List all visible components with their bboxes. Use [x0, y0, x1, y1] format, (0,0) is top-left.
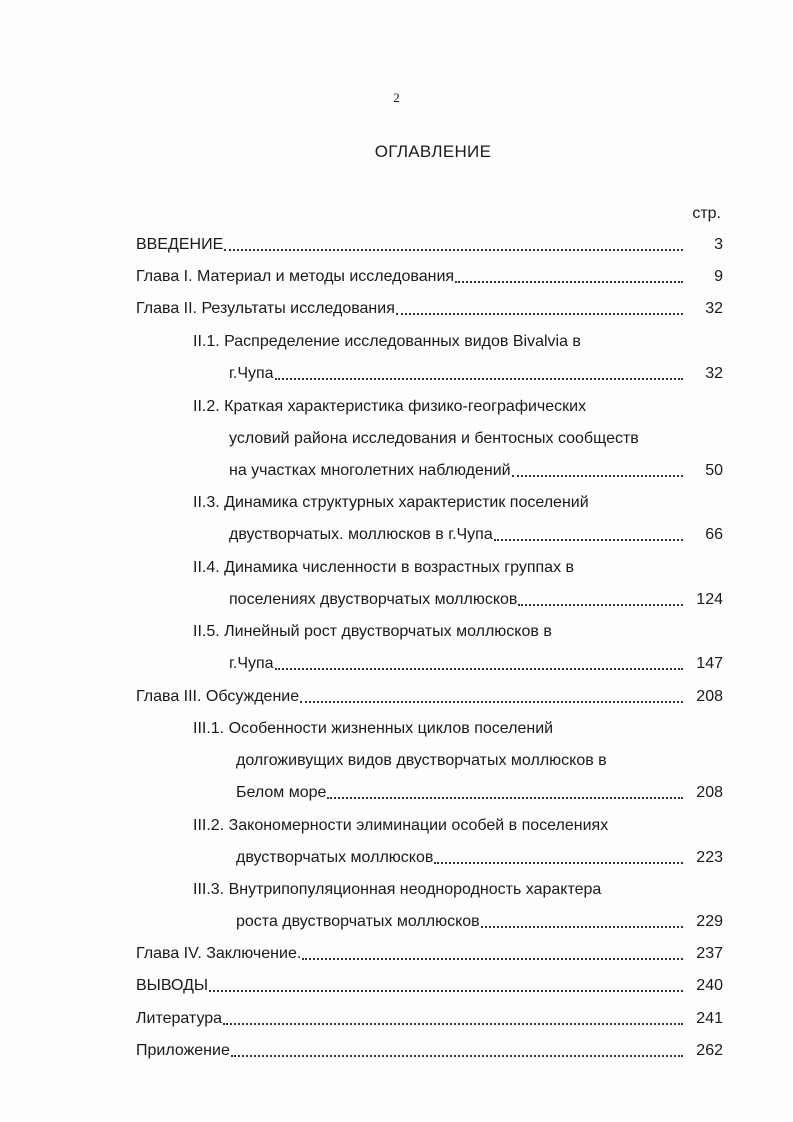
toc-entry-chapter-2 [136, 298, 723, 320]
toc-page-number: 237 [696, 945, 723, 962]
page-column-label: стр. [692, 205, 721, 222]
toc-entry-text: двустворчатых моллюсков [236, 849, 434, 866]
dot-leader [481, 925, 683, 928]
toc-entry-section-2-5 [193, 621, 723, 643]
dot-leader [209, 989, 683, 992]
toc-page-number: 3 [714, 236, 723, 253]
toc-entry-text: Глава I. Материал и методы исследования [136, 268, 455, 285]
toc-entry-text: II.2. Краткая характеристика физико-географических [193, 398, 587, 415]
toc-entry-text: III.3. Внутрипопуляционная неоднородность характера [193, 881, 602, 898]
toc-entry-section-2-1-cont [229, 363, 723, 385]
toc-entry-section-3-2-cont [236, 847, 723, 869]
dot-leader [275, 667, 683, 670]
toc-entry-section-2-4-cont [229, 589, 723, 611]
toc-entry-text: II.4. Динамика численности в возрастных группах в [193, 559, 575, 576]
dot-leader [223, 1022, 683, 1025]
toc-page-number: 147 [696, 655, 723, 672]
dot-leader [396, 312, 683, 315]
toc-entry-section-3-1 [193, 718, 723, 740]
toc-entry-chapter-3 [136, 686, 723, 708]
toc-entry-text: Литература [136, 1010, 223, 1027]
toc-entry-section-2-4 [193, 557, 723, 579]
toc-entry-text: г.Чупа [229, 655, 274, 672]
dot-leader [518, 603, 683, 606]
toc-entry-section-3-1-cont [236, 750, 723, 772]
toc-entry-text: г.Чупа [229, 365, 274, 382]
toc-entry-text: III.1. Особенности жизненных циклов поселений [193, 720, 554, 737]
dot-leader [494, 538, 683, 541]
toc-title: ОГЛАВЛЕНИЕ [374, 142, 492, 161]
toc-page-number: 240 [696, 977, 723, 994]
toc-entry-text: Глава III. Обсуждение [136, 688, 300, 705]
dot-leader [327, 796, 683, 799]
toc-entry-text: ВЫВОДЫ [136, 977, 209, 994]
toc-entry-intro [136, 234, 723, 256]
toc-page-number: 32 [705, 365, 723, 382]
toc-entry-conclusions [136, 975, 723, 997]
dot-leader [231, 1054, 683, 1057]
toc-entry-section-3-1-cont [236, 782, 723, 804]
toc-entry-appendix [136, 1040, 723, 1062]
toc-entry-section-2-2-cont [229, 460, 723, 482]
toc-entry-section-3-3-cont [236, 911, 723, 933]
toc-entry-text: роста двустворчатых моллюсков [236, 913, 480, 930]
toc-page-number: 66 [705, 526, 723, 543]
dot-leader [455, 280, 683, 283]
toc-entry-text: двустворчатых. моллюсков в г.Чупа [229, 526, 493, 543]
toc-entry-text: Белом море [236, 784, 327, 801]
toc-entry-text: III.2. Закономерности элиминации особей в поселениях [193, 817, 609, 834]
toc-page-number: 208 [696, 784, 723, 801]
toc-entry-text: II.5. Линейный рост двустворчатых моллюсков в [193, 623, 552, 640]
toc-page-number: 229 [696, 913, 723, 930]
toc-entry-literature [136, 1008, 723, 1030]
dot-leader [300, 700, 683, 703]
dot-leader [512, 474, 683, 477]
dot-leader [434, 861, 683, 864]
toc-page-number: 9 [714, 268, 723, 285]
toc-entry-text: на участках многолетних наблюдений [229, 462, 511, 479]
dot-leader [224, 248, 683, 251]
toc-page-number: 50 [705, 462, 723, 479]
toc-entry-text: долгоживущих видов двустворчатых моллюсков в [236, 752, 607, 769]
dot-leader [302, 957, 683, 960]
toc-entry-text: II.1. Распределение исследованных видов Bivalvia в [193, 333, 581, 350]
toc-entry-chapter-4 [136, 943, 723, 965]
dot-leader [275, 377, 683, 380]
toc-entry-text: условий района исследования и бентосных сообществ [229, 430, 639, 447]
toc-entry-section-2-3-cont [229, 524, 723, 546]
toc-page-number: 223 [696, 849, 723, 866]
toc-entry-text: II.3. Динамика структурных характеристик поселений [193, 494, 589, 511]
toc-entry-text: ВВЕДЕНИЕ [136, 236, 224, 253]
toc-entry-section-3-3 [193, 879, 723, 901]
toc-entry-section-2-2 [193, 396, 723, 418]
toc-entry-section-2-5-cont [229, 653, 723, 675]
toc-entry-section-3-2 [193, 815, 723, 837]
toc-entry-text: Глава IV. Заключение. [136, 945, 302, 962]
toc-entry-text: поселениях двустворчатых моллюсков [229, 591, 518, 608]
toc-entry-section-2-1 [193, 331, 723, 353]
toc-page-number: 262 [696, 1042, 723, 1059]
toc-page-number: 241 [696, 1010, 723, 1027]
toc-entry-text: Приложение [136, 1042, 230, 1059]
toc-entry-section-2-3 [193, 492, 723, 514]
toc-entry-section-2-2-cont [229, 428, 723, 450]
toc-page-number: 208 [696, 688, 723, 705]
toc-entry-text: Глава II. Результаты исследования [136, 300, 395, 317]
toc-page-number: 124 [696, 591, 723, 608]
page-number: 2 [393, 90, 400, 105]
toc-entry-chapter-1 [136, 266, 723, 288]
toc-page-number: 32 [705, 300, 723, 317]
